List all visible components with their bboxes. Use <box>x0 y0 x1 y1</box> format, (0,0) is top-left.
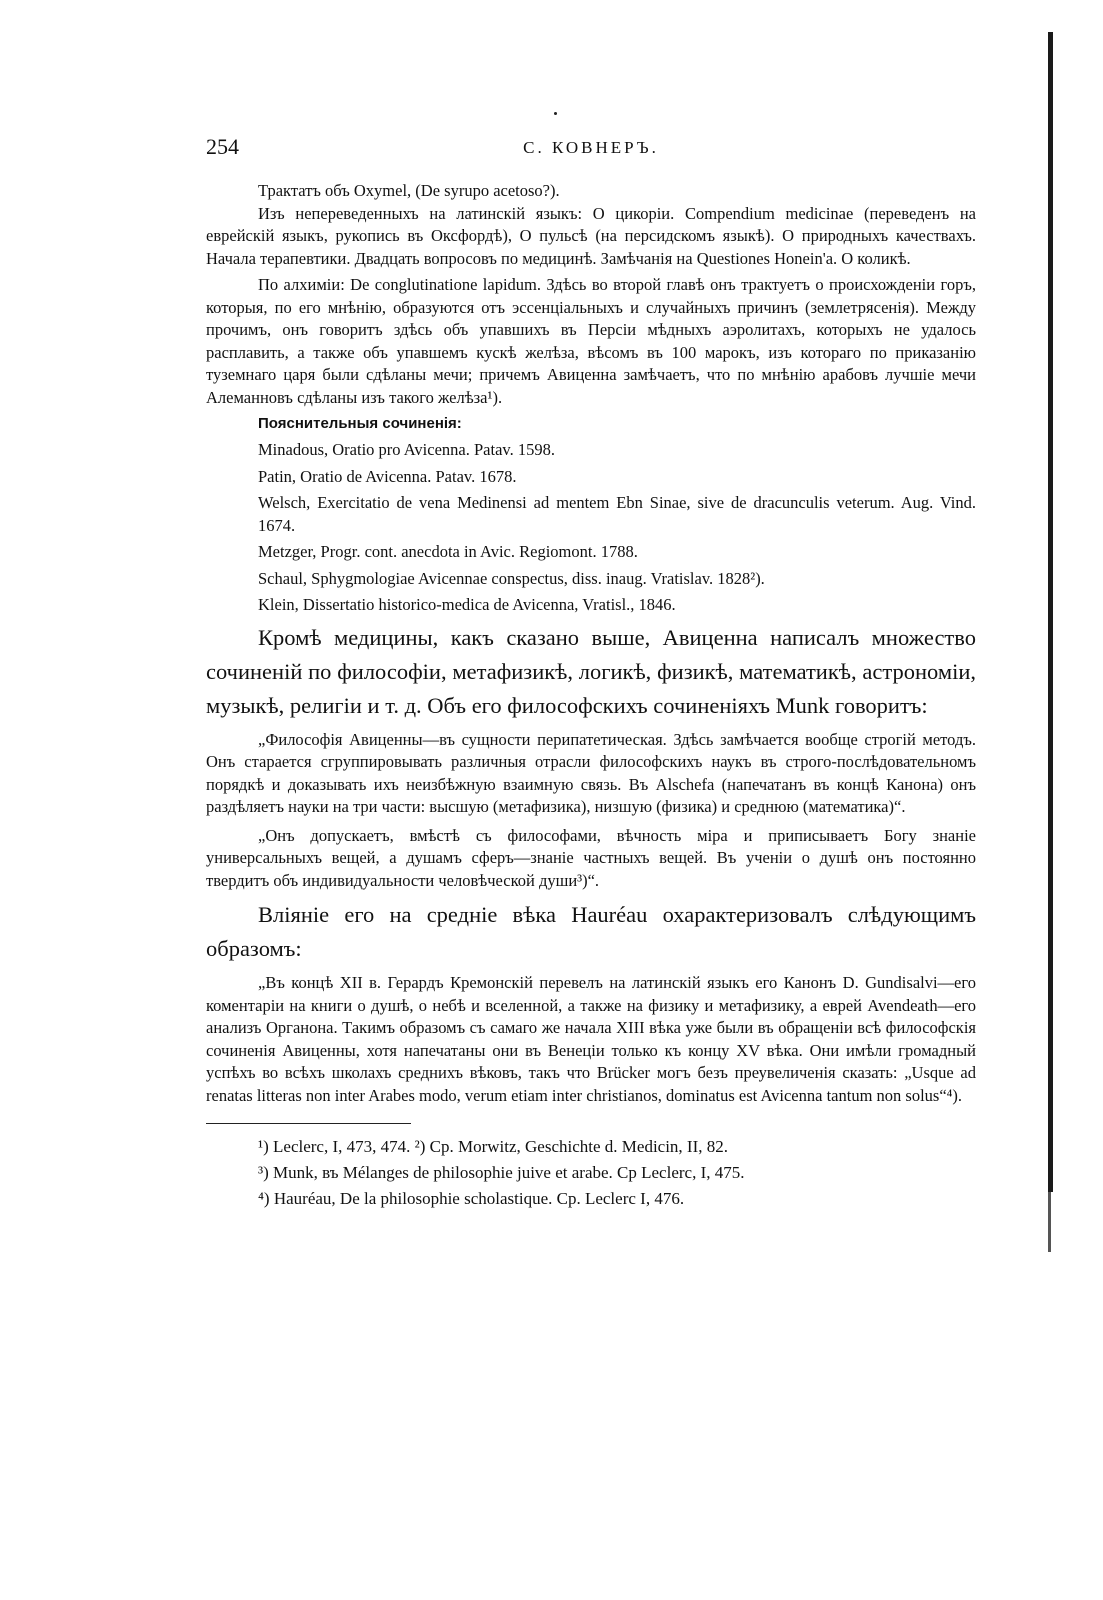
footnote: ¹) Leclerc, I, 473, 474. ²) Cp. Morwitz, Geschichte d. Medicin, II, 82. <box>258 1137 729 1156</box>
paragraph-oxymel: Трактатъ объ Oxymel, (De syrupo acetoso?). <box>258 181 560 200</box>
main-paragraph-philosophy: Кромѣ медицины, какъ сказано выше, Авиценна написалъ множество сочиненій по философіи, метафизикѣ, логикѣ, физикѣ, математикѣ, астрономіи, музыкѣ, религіи и т. д. Объ его философскихъ сочиненіяхъ Munk говоритъ: <box>206 624 976 718</box>
quote-munk-2: „Онъ допускаетъ, вмѣстѣ съ философами, вѣчность міра и приписываетъ Богу знаніе универсальныхъ вещей, а душамъ сферъ—знаніе частныхъ вещей. Въ ученіи о душѣ онъ постоянно твердитъ объ индивидуальности человѣческой души³)“. <box>206 825 976 890</box>
ink-dot <box>554 112 557 115</box>
paragraph-untranslated: Изъ непереведенныхъ на латинскій языкъ: О цикоріи. Compendium medicinae (переведенъ на еврейскій языкъ, рукопись въ Оксфордѣ), О пульсѣ (на персидскомъ языкѣ). О природныхъ качествахъ. Начала терапевтики. Двадцать вопросовъ по медицинѣ. Замѣчанія на Questiones Honein'а. О коликѣ. <box>206 203 976 268</box>
bibliography-item: Patin, Oratio de Avicenna. Patav. 1678. <box>258 466 517 486</box>
footnote: ³) Munk, въ Mélanges de philosophie juive et arabe. Cp Leclerc, I, 475. <box>258 1163 745 1182</box>
scan-edge-shadow-lower <box>1048 1192 1051 1252</box>
scan-edge-shadow <box>1048 32 1053 1192</box>
bibliography-heading: Пояснительныя сочиненія: <box>258 415 462 432</box>
bibliography-item: Klein, Dissertatio historico-medica de Avicenna, Vratisl., 1846. <box>258 595 676 614</box>
bibliography-item: Metzger, Progr. cont. anecdota in Avic. Regiomont. 1788. <box>258 542 638 561</box>
footnote-rule <box>206 1123 411 1124</box>
bibliography-item: Welsch, Exercitatio de vena Medinensi ad mentem Ebn Sinae, sive de dracunculis veterum. Aug. Vind. 1674. <box>258 493 976 535</box>
bibliography-item: Schaul, Sphygmologiae Avicennae conspectus, diss. inaug. Vratislav. 1828²). <box>258 568 765 588</box>
paragraph-alchemy: По алхиміи: De conglutinatione lapidum. Здѣсь во второй главѣ онъ трактуетъ о происхожденіи горъ, которыя, по его мнѣнію, образуются отъ эссенціальныхъ и случайныхъ причинъ (землетрясенія). Между прочимъ, онъ говоритъ здѣсь объ упавшихъ въ Персіи мѣдныхъ аэролитахъ, которыхъ не удалось расплавить, а также объ упавшемъ кускѣ желѣза, вѣсомъ въ 100 марокъ, изъ котораго по приказанію туземнаго царя были сдѣланы мечи; причемъ Авиценна замѣчаетъ, что по мнѣнію арабовъ лучшіе мечи Алеманновъ сдѣланы изъ такого желѣза¹). <box>206 275 976 407</box>
footnote: ⁴) Hauréau, De la philosophie scholastique. Cp. Leclerc I, 476. <box>258 1189 685 1208</box>
main-paragraph-influence: Вліяніе его на средніе вѣка Hauréau охарактеризовалъ слѣдующимъ образомъ: <box>206 902 976 961</box>
bibliography-item: Minadous, Oratio pro Avicenna. Patav. 1598. <box>258 440 555 459</box>
page-number: 254 <box>206 134 239 159</box>
page-header <box>206 134 976 164</box>
page-body <box>206 180 976 1212</box>
quote-haureau: „Въ концѣ XII в. Герардъ Кремонскій перевелъ на латинскій языкъ его Канонъ D. Gundisalvi—его коментаріи на книги о душѣ, о небѣ и вселенной, а также на физику и метафизику, а еврей Avendeath—его анализъ Органона. Такимъ образомъ съ самаго же начала XIII вѣка уже были въ обращеніи всѣ философскія сочиненія Авиценны, хотя напечатаны они въ Венеціи только къ концу XV вѣка. Они имѣли громадный успѣхъ во всѣхъ школахъ среднихъ вѣковъ, такъ что Brücker могъ безъ преувеличенія сказать: „Usque ad renatas litteras non inter Arabes modo, verum etiam inter christianos, dominatus est Avicenna tantum non solus“⁴). <box>206 973 976 1105</box>
running-head: С. КОВНЕРЪ. <box>523 138 659 157</box>
quote-munk-1: „Философія Авиценны—въ сущности перипатетическая. Здѣсь замѣчается вообще строгій методъ. Онъ старается сгруппировывать различныя отрасли философскихъ наукъ въ строго-послѣдовательномъ порядкѣ и доказывать ихъ неизбѣжную взаимную связь. Въ Alschefa (напечатанъ въ концѣ Канона) онъ раздѣляетъ науки на три части: высшую (метафизика), низшую (физика) и среднюю (математика)“. <box>206 729 976 816</box>
